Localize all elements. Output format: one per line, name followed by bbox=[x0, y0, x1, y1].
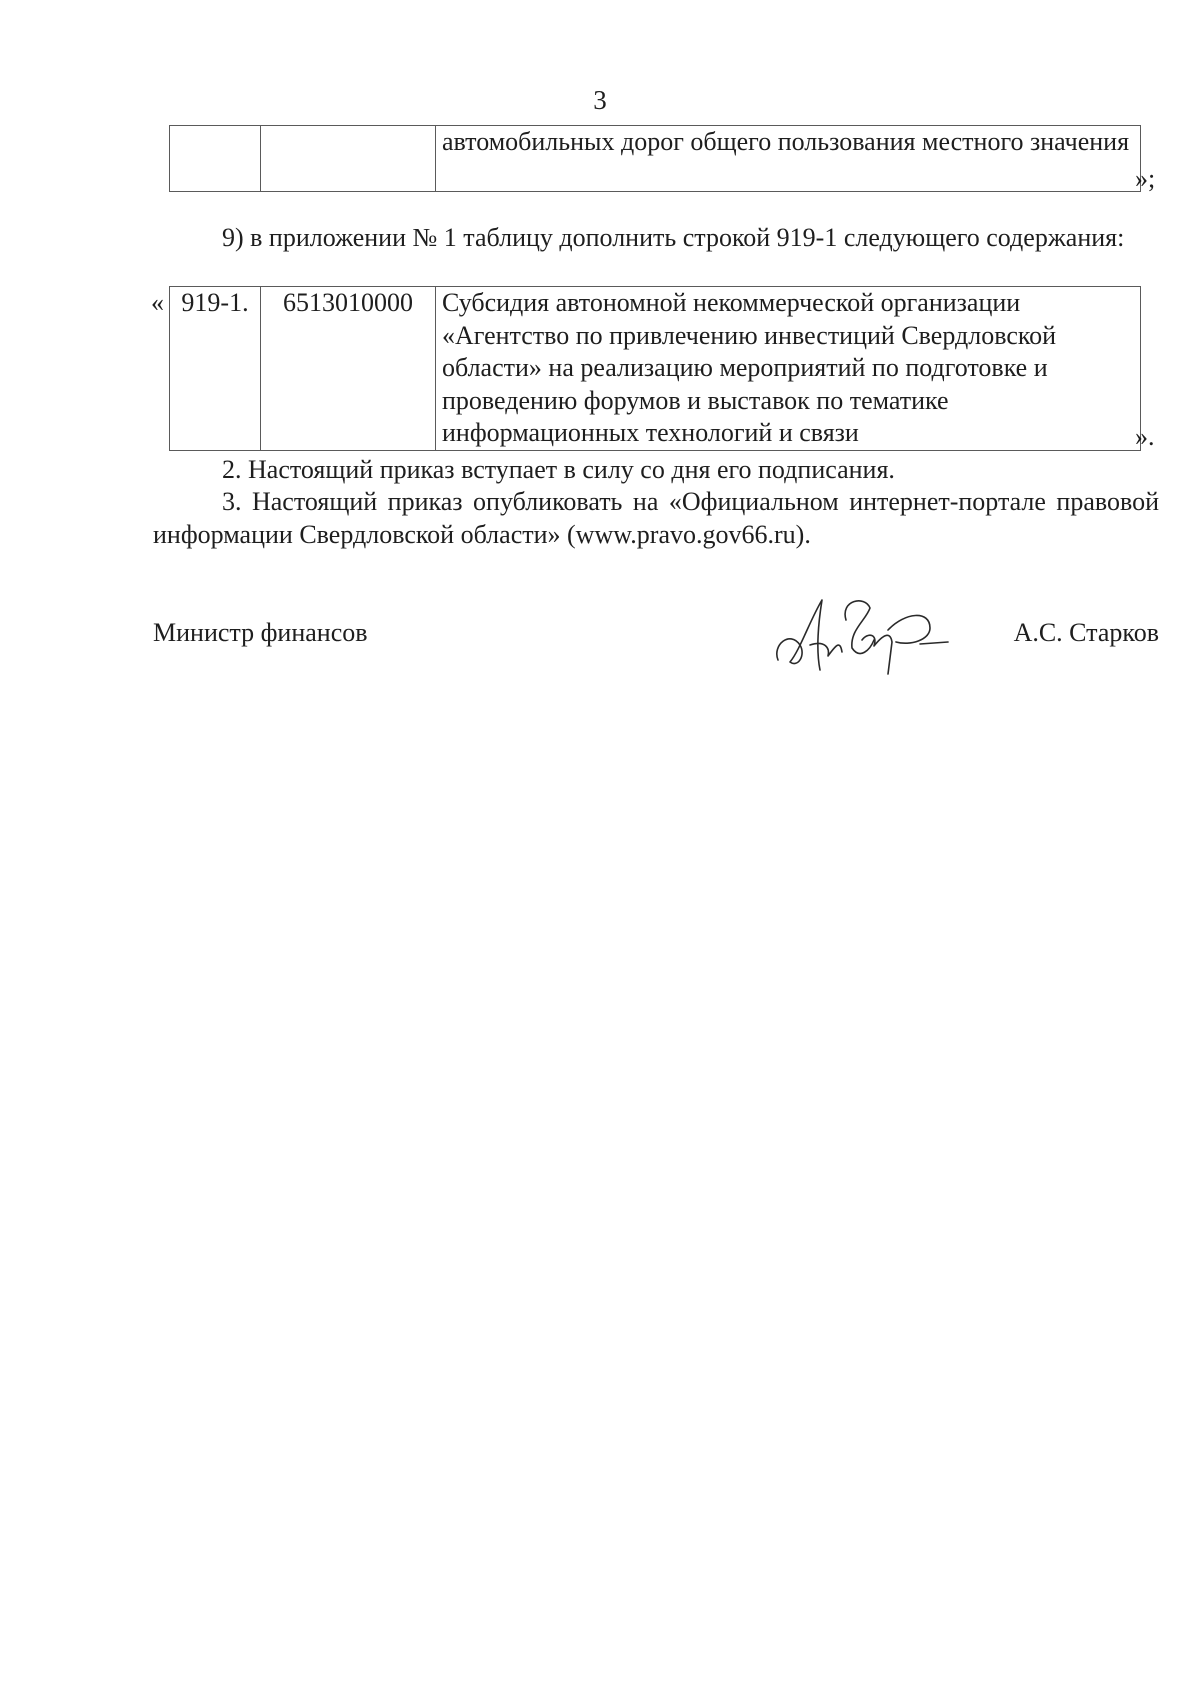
opening-quote: « bbox=[151, 288, 164, 317]
table-row bbox=[170, 126, 1141, 192]
handwritten-signature bbox=[770, 590, 950, 680]
table-cell-number: 919-1. bbox=[170, 287, 261, 451]
table-cell-code bbox=[261, 126, 436, 192]
table-cell-number bbox=[170, 126, 261, 192]
table-row bbox=[170, 287, 1141, 451]
item-2-paragraph: 2. Настоящий приказ вступает в силу со дня его подписания. bbox=[222, 455, 895, 484]
signer-position: Министр финансов bbox=[153, 618, 368, 647]
inserted-row-table bbox=[169, 286, 1141, 451]
closing-quote: »; bbox=[1135, 164, 1156, 193]
table-cell-code: 6513010000 bbox=[261, 287, 436, 451]
closing-quote: ». bbox=[1135, 422, 1155, 451]
table-cell-description: Субсидия автономной некоммерческой организации «Агентство по привлечению инвестиций Свердловской области» на реализацию мероприятий по подготовке и проведению форумов и выставок по тематике информационных технологий и связи bbox=[436, 287, 1141, 451]
item-3-paragraph: 3. Настоящий приказ опубликовать на «Официальном интернет-портале правовой информации Свердловской области» (www.pravo.gov66.ru). bbox=[153, 487, 1159, 549]
item-9-paragraph: 9) в приложении № 1 таблицу дополнить строкой 919-1 следующего содержания: bbox=[222, 223, 1125, 252]
signature-block bbox=[153, 617, 1159, 657]
page-number: 3 bbox=[593, 85, 607, 115]
continuation-table bbox=[169, 125, 1141, 192]
table-cell-description: автомобильных дорог общего пользования местного значения bbox=[436, 126, 1141, 192]
signer-name: А.С. Старков bbox=[1013, 618, 1159, 647]
